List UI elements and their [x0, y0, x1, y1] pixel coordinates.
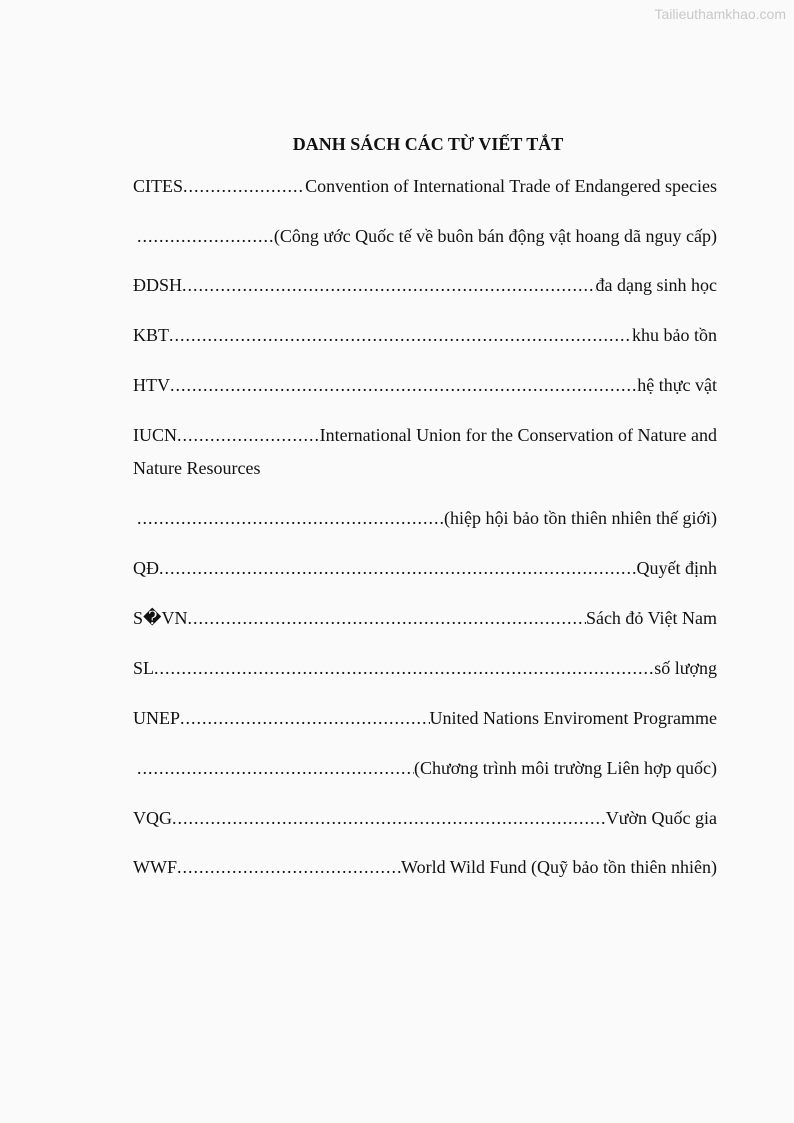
dot-leader: [177, 856, 401, 878]
definition-continuation: Nature Resources: [133, 458, 261, 478]
abbreviation-entry: [133, 757, 717, 779]
definition: (Công ước Quốc tế về buôn bán động vật hoang dã nguy cấp): [273, 226, 717, 246]
abbreviation-entry: [133, 424, 717, 446]
definition: đa dạng sinh học: [595, 275, 717, 295]
definition: Vườn Quốc gia: [605, 808, 717, 828]
abbreviation: QĐ: [133, 558, 159, 578]
abbreviation: IUCN: [133, 425, 177, 445]
abbreviation: S�VN: [133, 608, 188, 628]
dot-leader: [180, 707, 430, 729]
watermark: Tailieuthamkhao.com: [654, 6, 786, 22]
abbreviation: HTV: [133, 375, 170, 395]
abbreviation-entry: [133, 807, 717, 829]
abbreviation-entry: [133, 557, 717, 579]
definition: (hiệp hội bảo tồn thiên nhiên thế giới): [444, 508, 717, 528]
dot-leader: [133, 225, 274, 247]
abbreviation-entry: [133, 607, 717, 629]
dot-leader: [177, 424, 320, 446]
abbreviation-entry: [133, 274, 717, 296]
dot-leader: [187, 607, 585, 629]
dot-leader: [154, 657, 654, 679]
abbreviation-entry: [133, 374, 717, 396]
abbreviation-entry: [133, 856, 717, 878]
definition: International Union for the Conservation of Nature and: [319, 425, 717, 445]
definition: khu bảo tồn: [632, 325, 717, 345]
page-title: DANH SÁCH CÁC TỪ VIẾT TẮT: [292, 134, 564, 154]
definition: (Chương trình môi trường Liên hợp quốc): [413, 758, 717, 778]
definition: United Nations Enviroment Programme: [429, 708, 717, 728]
abbreviation-entry: [133, 707, 717, 729]
definition: World Wild Fund (Quỹ bảo tồn thiên nhiên): [401, 857, 717, 877]
dot-leader: [172, 807, 606, 829]
abbreviation: KBT: [133, 325, 169, 345]
abbreviation: WWF: [133, 857, 177, 877]
abbreviation-entry: [133, 175, 717, 197]
definition: Sách đỏ Việt Nam: [585, 608, 717, 628]
dot-leader: [169, 324, 632, 346]
definition: số lượng: [654, 658, 717, 678]
definition: Quyết định: [636, 558, 717, 578]
dot-leader: [159, 557, 637, 579]
abbreviation: CITES: [133, 176, 184, 196]
abbreviation-entry: [133, 657, 717, 679]
abbreviation-entry: [133, 324, 717, 346]
definition: Convention of International Trade of Endangered species: [305, 176, 717, 196]
abbreviation: VQG: [133, 808, 172, 828]
dot-leader: [133, 507, 444, 529]
dot-leader: [133, 757, 414, 779]
dot-leader: [182, 274, 596, 296]
dot-leader: [183, 175, 305, 197]
definition: hệ thực vật: [637, 375, 717, 395]
abbreviation: SL: [133, 658, 155, 678]
abbreviation-entry: [133, 507, 717, 529]
dot-leader: [170, 374, 637, 396]
abbreviation: UNEP: [133, 708, 181, 728]
abbreviation: ĐDSH: [133, 275, 183, 295]
abbreviation-entry: [133, 225, 717, 247]
